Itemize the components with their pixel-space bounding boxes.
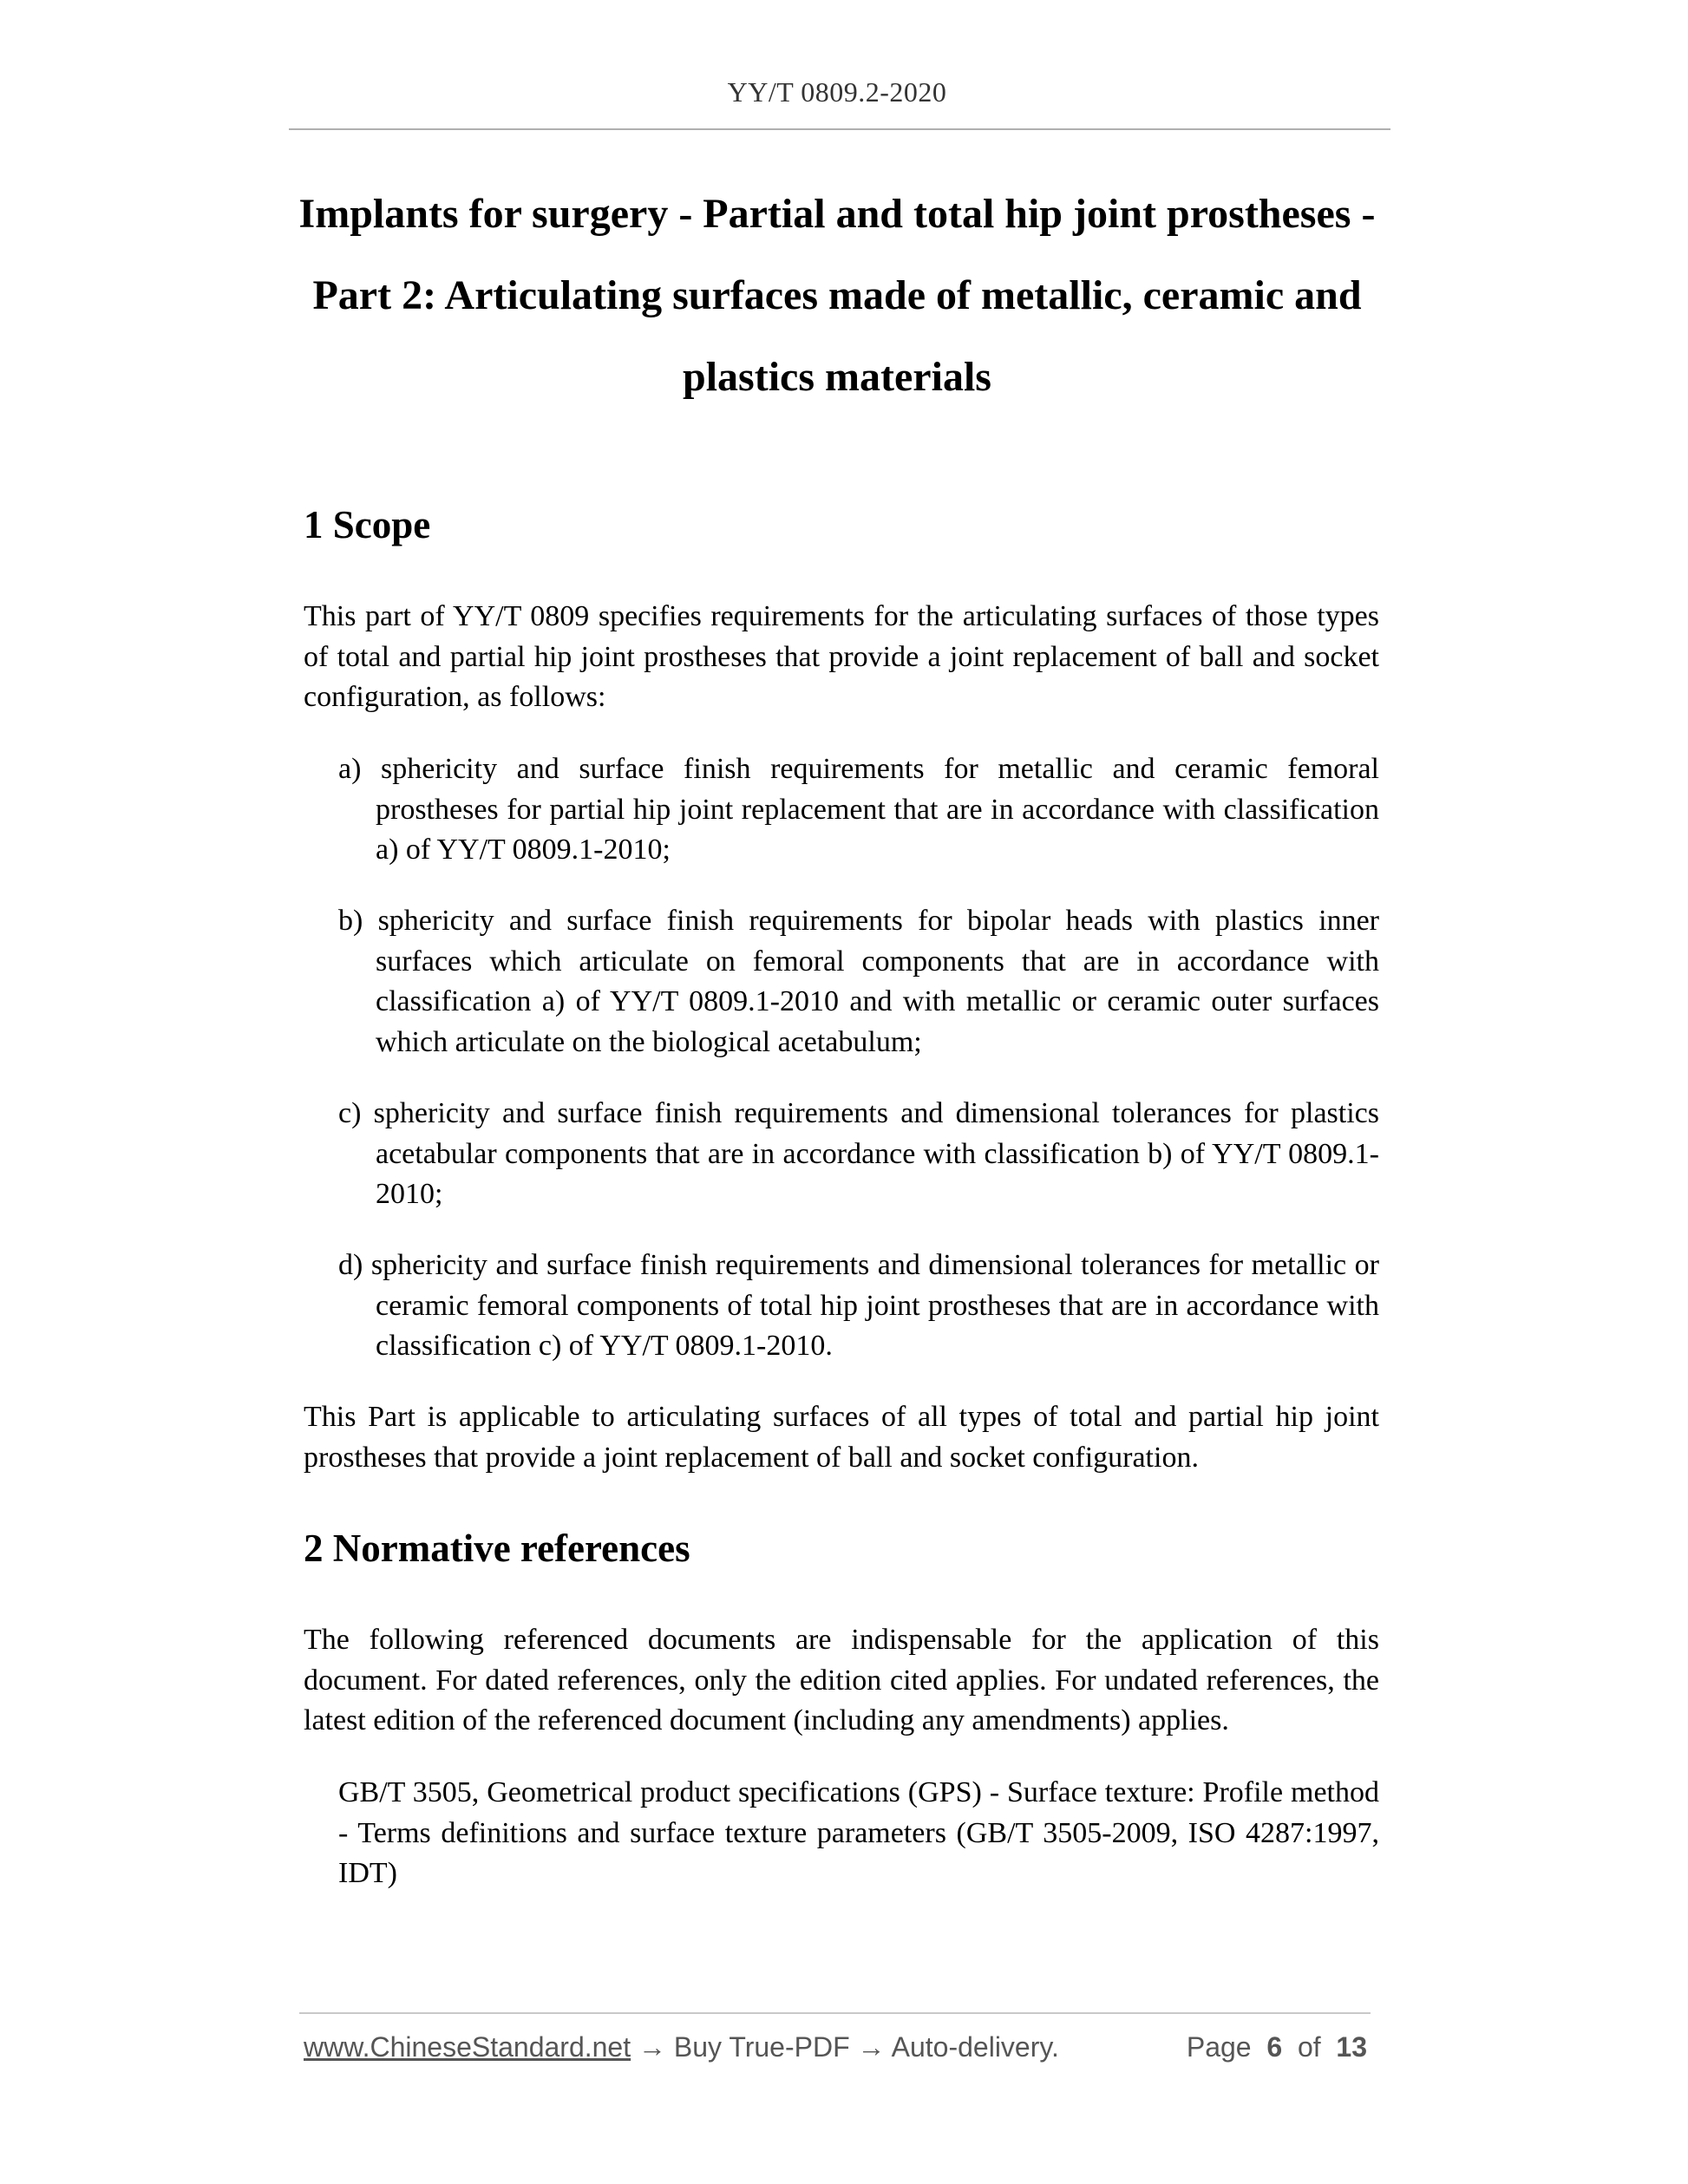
page-total: 13 [1336, 2031, 1367, 2063]
title-line-2: Part 2: Articulating surfaces made of metallic, ceramic and [312, 272, 1362, 318]
scope-closing-paragraph: This Part is applicable to articulating surfaces of all types of total and partial hip joint prostheses that provide a joint replacement of ball and socket configuration. [304, 1401, 1379, 1474]
footer-tagline: → Buy True-PDF → Auto-delivery. [631, 2031, 1059, 2063]
page-footer [304, 2031, 1371, 2070]
section-heading-normative-references: 2 Normative references [304, 1527, 690, 1570]
header-divider [289, 128, 1390, 130]
page-of-label: of [1297, 2031, 1321, 2063]
document-title [295, 173, 1379, 418]
section-heading-scope: 1 Scope [304, 503, 431, 546]
page-current: 6 [1266, 2031, 1283, 2063]
footer-divider [299, 2012, 1371, 2014]
footer-left [304, 2031, 1059, 2063]
normative-references-intro: The following referenced documents are indispensable for the application of this document. For dated references, only the edition cited applies. For undated references, the latest edition of the referenced document (including any amendments) applies. [304, 1624, 1379, 1736]
page-label: Page [1186, 2031, 1252, 2063]
title-line-3: plastics materials [683, 354, 991, 400]
scope-list-item-b: b) sphericity and surface finish requirements for bipolar heads with plastics inner surfaces which articulate on femoral components that are in accordance with classification a) of YY/T 0809.1-2010 and with metallic or ceramic outer surfaces which articulate on the biological acetabulum; [338, 905, 1379, 1058]
page-number [1187, 2031, 1367, 2063]
scope-list-item-c: c) sphericity and surface finish requirements and dimensional tolerances for plastics acetabular components that are in accordance with classification b) of YY/T 0809.1-2010; [338, 1097, 1379, 1210]
scope-list-item-a: a) sphericity and surface finish requirements for metallic and ceramic femoral prostheses for partial hip joint replacement that are in accordance with classification a) of YY/T 0809.1-2010; [338, 753, 1379, 866]
footer-site-link[interactable]: www.ChineseStandard.net [304, 2031, 631, 2063]
reference-item-gbt-3505: GB/T 3505, Geometrical product specifications (GPS) - Surface texture: Profile method - Terms definitions and surface texture parameters (GB/T 3505-2009, ISO 4287:1997, IDT) [338, 1776, 1379, 1889]
title-line-1: Implants for surgery - Partial and total hip joint prostheses - [298, 191, 1376, 237]
scope-list-item-d: d) sphericity and surface finish requirements and dimensional tolerances for metallic or ceramic femoral components of total hip joint prostheses that are in accordance with classification c) of YY/T 0809.1-2010. [338, 1249, 1379, 1362]
header-standard-code: YY/T 0809.2-2020 [727, 76, 947, 108]
scope-intro-paragraph: This part of YY/T 0809 specifies requirements for the articulating surfaces of those types of total and partial hip joint prostheses that provide a joint replacement of ball and socket configuration, as follows: [304, 600, 1379, 713]
